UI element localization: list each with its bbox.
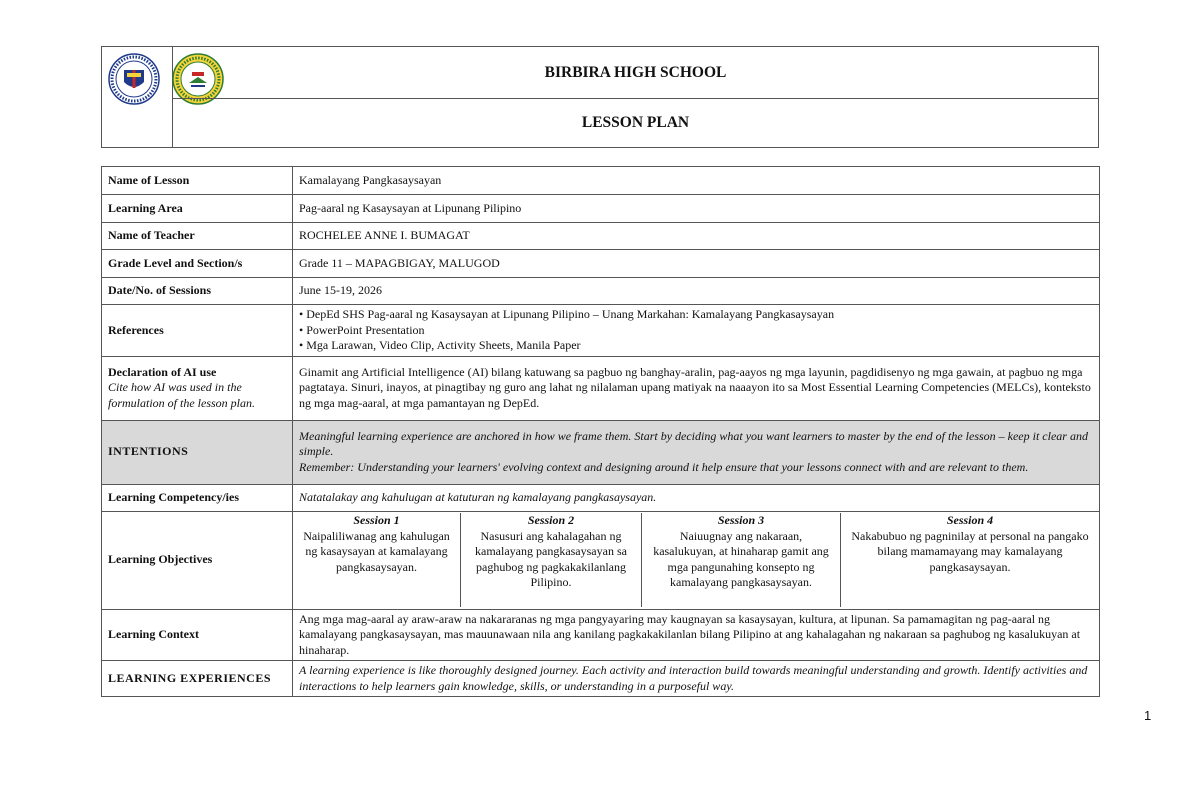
value-ai-use: Ginamit ang Artificial Intelligence (AI) bilang katuwang sa pagbuo ng banghay-aralin, pag-aayos ng mga layunin, pagdidisenyo ng mga gawain, at pagbuo ng mga pagtataya. Sinuri, inayos, at pinagtibay ng guro ang lahat ng nilalaman upang matiyak na naaayon ito sa Most Essential Learning Competencies (MELCs), konteksto ng mga mag-aaral, at mga pamantayan ng DepEd.: [293, 356, 1100, 420]
reference-item: • Mga Larawan, Video Clip, Activity Sheets, Manila Paper: [299, 338, 581, 352]
value-competency: Natatalakay ang kahulugan at katuturan ng kamalayang pangkasaysayan.: [293, 484, 1100, 511]
label-grade-level: Grade Level and Section/s: [102, 250, 293, 278]
reference-item: • DepEd SHS Pag-aaral ng Kasaysayan at Lipunang Pilipino – Unang Markahan: Kamalayang Pangkasaysayan: [299, 307, 835, 321]
session-objective: Naipaliliwanag ang kahulugan ng kasaysayan at kamalayang pangkasaysayan.: [303, 528, 450, 574]
header-table: [101, 46, 1099, 148]
label-intentions: INTENTIONS: [102, 420, 293, 484]
value-experiences: A learning experience is like thoroughly designed journey. Each activity and interaction build towards meaningful understanding and growth. Identify activities and interactions to help learners gain knowledge, skills, or understanding in a purposeful way.: [293, 661, 1100, 697]
ai-use-title: Declaration of AI use: [108, 364, 217, 379]
session-objective: Naiuugnay ang nakaraan, kasalukuyan, at hinaharap gamit ang mga pangunahing konsepto ng kamalayang pangkasaysayan.: [653, 528, 829, 589]
school-name: BIRBIRA HIGH SCHOOL: [173, 47, 1098, 99]
row-grade-level: [102, 250, 1100, 278]
session-cell: [841, 513, 1100, 607]
lesson-plan-table: [101, 166, 1100, 697]
session-objective: Nasusuri ang kahalagahan ng kamalayang pangkasaysayan sa paghubog ng pagkakakilanlang Pilipino.: [475, 528, 627, 589]
ai-use-subtitle: Cite how AI was used in the formulation of the lesson plan.: [108, 380, 255, 410]
row-context: [102, 609, 1100, 661]
reference-item: • PowerPoint Presentation: [299, 322, 425, 337]
value-learning-area: Pag-aaral ng Kasaysayan at Lipunang Pilipino: [293, 195, 1100, 223]
row-learning-area: [102, 195, 1100, 223]
row-experiences: [102, 661, 1100, 697]
session-cell: [293, 513, 461, 607]
intentions-text-2: Remember: Understanding your learners' evolving context and designing around it help ensure that your lessons connect with and are relevant to them.: [299, 459, 1029, 474]
label-learning-area: Learning Area: [102, 195, 293, 223]
row-objectives: [102, 511, 1100, 609]
value-name-of-teacher: ROCHELEE ANNE I. BUMAGAT: [293, 223, 1100, 250]
row-intentions: [102, 420, 1100, 484]
value-context: Ang mga mag-aaral ay araw-araw na nakararanas ng mga pangyayaring may kaugnayan sa kasaysayan, kultura, at lipunan. Sa pamamagitan ng pag-aaral ng kamalayang pangkasaysayan, mas mauunawaan nila ang kanilang pagkakakilanlan bilang Pilipino at ang kahalagahan ng nakaraan sa paghubog ng kasalukuyan at hinaharap.: [293, 609, 1100, 661]
session-title: Session 2: [527, 513, 575, 527]
row-date-sessions: [102, 278, 1100, 305]
value-objectives: [293, 511, 1100, 609]
session-title: Session 1: [353, 513, 400, 527]
row-name-of-teacher: [102, 223, 1100, 250]
session-title: Session 3: [717, 513, 765, 527]
value-name-of-lesson: Kamalayang Pangkasaysayan: [293, 167, 1100, 195]
session-cell: [461, 513, 642, 607]
label-competency: Learning Competency/ies: [102, 484, 293, 511]
label-name-of-lesson: Name of Lesson: [102, 167, 293, 195]
intentions-text-1: Meaningful learning experience are anchored in how we frame them. Start by deciding what you want learners to master by the end of the lesson – keep it clear and simple.: [299, 428, 1088, 459]
session-title: Session 4: [946, 513, 994, 527]
value-grade-level: Grade 11 – MAPAGBIGAY, MALUGOD: [293, 250, 1100, 278]
row-ai-use: [102, 356, 1100, 420]
session-cell: [642, 513, 841, 607]
logo-cell: [102, 47, 173, 147]
sessions-table: [293, 513, 1099, 607]
label-date-sessions: Date/No. of Sessions: [102, 278, 293, 305]
label-objectives: Learning Objectives: [102, 511, 293, 609]
label-experiences: LEARNING EXPERIENCES: [102, 661, 293, 697]
document-title: LESSON PLAN: [581, 113, 690, 131]
value-date-sessions: June 15-19, 2026: [293, 278, 1100, 305]
page-number: 1: [1144, 708, 1152, 723]
row-references: [102, 305, 1100, 357]
label-context: Learning Context: [102, 609, 293, 661]
value-references: [293, 305, 1100, 357]
session-objective: Nakabubuo ng pagninilay at personal na pangako bilang mamamayang may kamalayang pangkasaysayan.: [851, 528, 1089, 574]
label-name-of-teacher: Name of Teacher: [102, 223, 293, 250]
label-ai-use: [102, 356, 293, 420]
row-competency: [102, 484, 1100, 511]
deped-seal-logo: [107, 52, 161, 106]
label-references: References: [102, 305, 293, 357]
row-name-of-lesson: [102, 167, 1100, 195]
value-intentions: [293, 420, 1100, 484]
